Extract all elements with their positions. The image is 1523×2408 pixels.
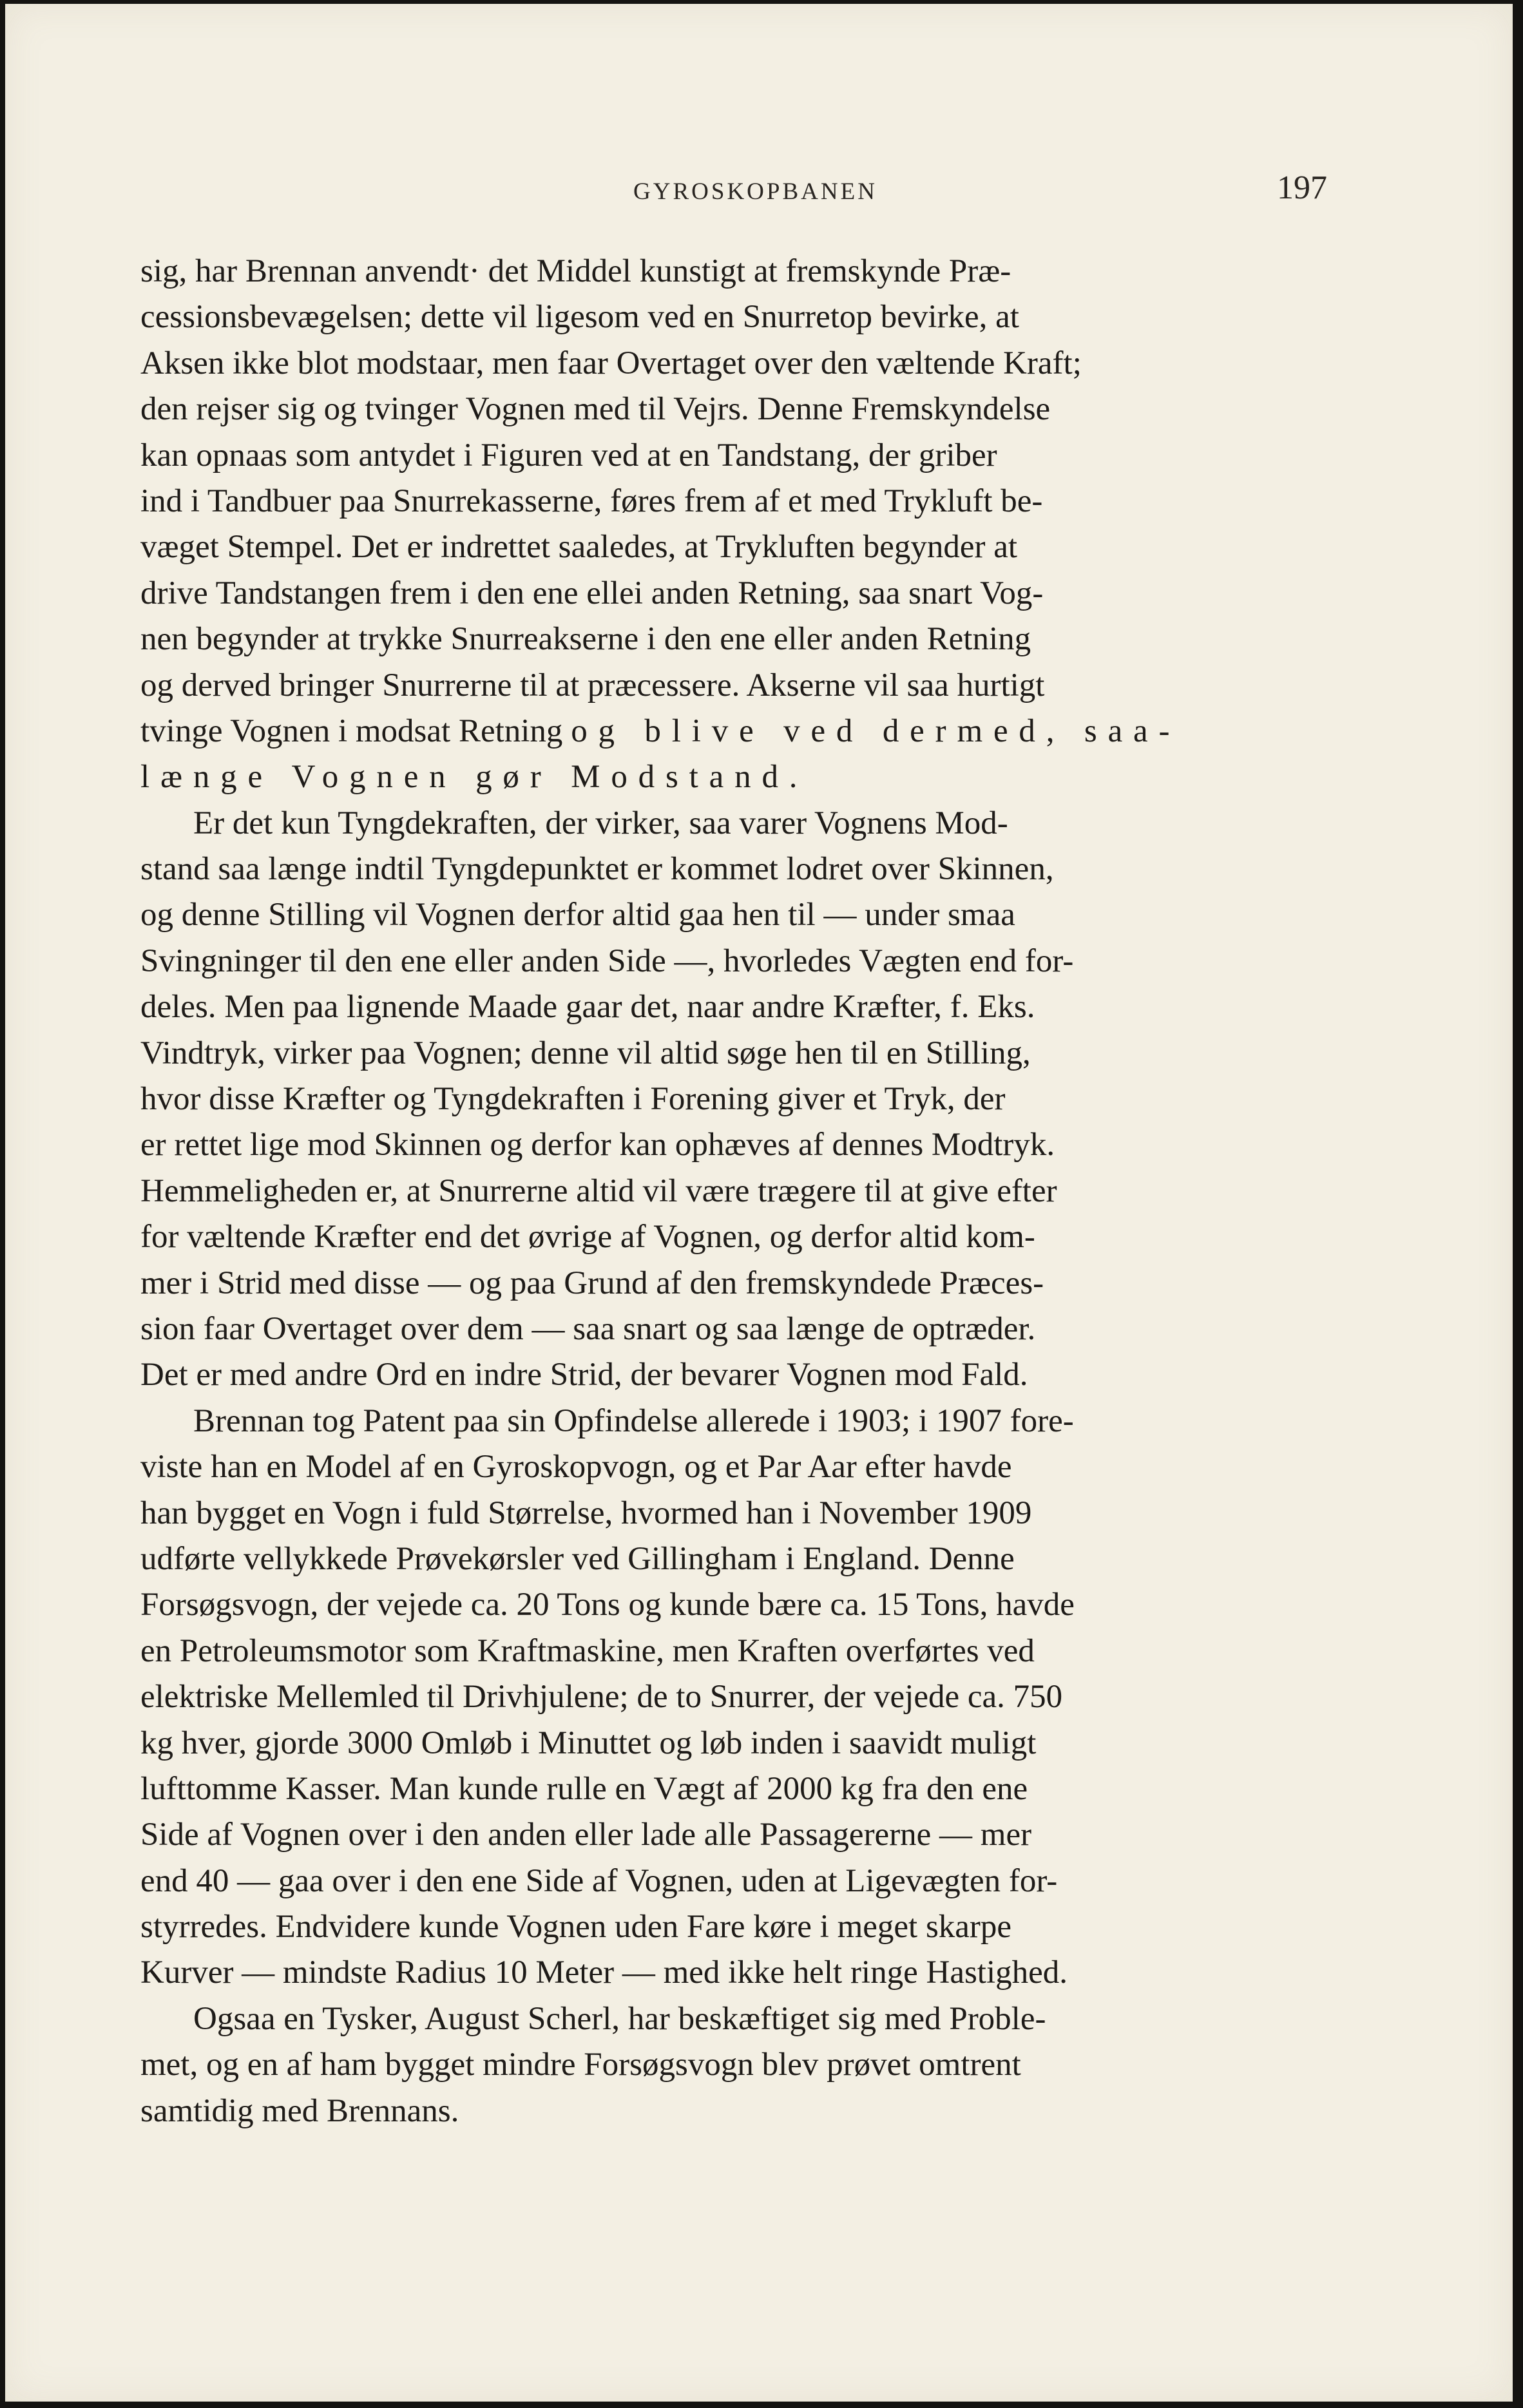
page-number: 197 bbox=[1277, 169, 1327, 206]
text-line: hvor disse Kræfter og Tyngdekraften i Forening giver et Tryk, der bbox=[140, 1081, 1006, 1118]
paragraph-start-line: Er det kun Tyngdekraften, der virker, saa varer Vognens Mod- bbox=[193, 805, 1008, 841]
text-line: udførte vellykkede Prøvekørsler ved Gillingham i England. Denne bbox=[140, 1540, 1015, 1577]
text-line-part: tvinge Vognen i modsat Retning bbox=[140, 712, 563, 749]
text-line: kan opnaas som antydet i Figuren ved at en Tandstang, der griber bbox=[140, 437, 997, 473]
text-line: en Petroleumsmotor som Kraftmaskine, men Kraften overførtes ved bbox=[140, 1632, 1035, 1669]
text-line: for væltende Kræfter end det øvrige af Vognen, og derfor altid kom- bbox=[140, 1219, 1035, 1256]
running-title: GYROSKOPBANEN bbox=[633, 178, 877, 205]
emphasized-text: og blive ved dermed, saa- bbox=[571, 712, 1181, 749]
text-line: og denne Stilling vil Vognen derfor altid gaa hen til — under smaa bbox=[140, 897, 1015, 933]
text-line: stand saa længe indtil Tyngdepunktet er kommet lodret over Skinnen, bbox=[140, 851, 1054, 888]
text-line: end 40 — gaa over i den ene Side af Vognen, uden at Ligevægten for- bbox=[140, 1862, 1058, 1899]
text-line: kg hver, gjorde 3000 Omløb i Minuttet og løb inden i saavidt muligt bbox=[140, 1725, 1037, 1761]
text-line: Kurver — mindste Radius 10 Meter — med ikke helt ringe Hastighed. bbox=[140, 1954, 1068, 1991]
text-line: Forsøgsvogn, der vejede ca. 20 Tons og kunde bære ca. 15 Tons, havde bbox=[140, 1587, 1075, 1623]
text-line: drive Tandstangen frem i den ene ellei anden Retning, saa snart Vog- bbox=[140, 575, 1044, 611]
text-line: og derved bringer Snurrerne til at præcessere. Akserne vil saa hurtigt bbox=[140, 667, 1045, 703]
text-line: er rettet lige mod Skinnen og derfor kan ophæves af dennes Modtryk. bbox=[140, 1127, 1055, 1163]
page-header bbox=[184, 169, 1327, 223]
text-line: mer i Strid med disse — og paa Grund af den fremskyndede Præces- bbox=[140, 1265, 1044, 1301]
text-line: Det er med andre Ord en indre Strid, der bevarer Vognen mod Fald. bbox=[140, 1357, 1028, 1393]
text-line: Side af Vognen over i den anden eller lade alle Passagererne — mer bbox=[140, 1817, 1032, 1853]
text-line: ind i Tandbuer paa Snurrekasserne, føres frem af et med Trykluft be- bbox=[140, 483, 1043, 519]
text-line: Hemmeligheden er, at Snurrerne altid vil være trægere til at give efter bbox=[140, 1172, 1057, 1209]
text-line: sion faar Overtaget over dem — saa snart og saa længe de optræder. bbox=[140, 1310, 1036, 1347]
text-line: Svingninger til den ene eller anden Side —, hvorledes Vægten end for- bbox=[140, 942, 1074, 979]
text-line: Aksen ikke blot modstaar, men faar Overtaget over den væltende Kraft; bbox=[140, 345, 1082, 381]
paragraph-start-line: Brennan tog Patent paa sin Opfindelse allerede i 1903; i 1907 fore- bbox=[193, 1402, 1074, 1439]
text-line: væget Stempel. Det er indrettet saaledes, at Trykluften begynder at bbox=[140, 529, 1018, 566]
text-line: viste han en Model af en Gyroskopvogn, og et Par Aar efter havde bbox=[140, 1449, 1012, 1486]
text-line: Vindtryk, virker paa Vognen; denne vil altid søge hen til en Stilling, bbox=[140, 1035, 1031, 1071]
text-line: lufttomme Kasser. Man kunde rulle en Vægt af 2000 kg fra den ene bbox=[140, 1770, 1028, 1807]
text-line: cessionsbevægelsen; dette vil ligesom ved en Snurretop bevirke, at bbox=[140, 299, 1019, 336]
text-line: den rejser sig og tvinger Vognen med til Vejrs. Denne Fremskyndelse bbox=[140, 391, 1051, 428]
paragraph-start-line: Ogsaa en Tysker, August Scherl, har beskæftiget sig med Proble- bbox=[193, 2000, 1046, 2037]
text-line: deles. Men paa lignende Maade gaar det, naar andre Kræfter, f. Eks. bbox=[140, 989, 1035, 1026]
text-line bbox=[140, 709, 1332, 754]
text-line: met, og en af ham bygget mindre Forsøgsvogn blev prøvet omtrent bbox=[140, 2047, 1021, 2083]
emphasized-text-line: længe Vognen gør Modstand. bbox=[140, 759, 809, 796]
book-page bbox=[5, 4, 1513, 2402]
text-line: styrredes. Endvidere kunde Vognen uden Fare køre i meget skarpe bbox=[140, 1909, 1012, 1945]
text-line: nen begynder at trykke Snurreakserne i den ene eller anden Retning bbox=[140, 621, 1031, 658]
body-text bbox=[140, 249, 1332, 2134]
text-line: elektriske Mellemled til Drivhjulene; de to Snurrer, der vejede ca. 750 bbox=[140, 1679, 1063, 1715]
text-line: han bygget en Vogn i fuld Størrelse, hvormed han i November 1909 bbox=[140, 1495, 1032, 1531]
text-line: sig, har Brennan anvendt· det Middel kunstigt at fremskynde Præ- bbox=[140, 253, 1011, 289]
text-line: samtidig med Brennans. bbox=[140, 2092, 459, 2129]
